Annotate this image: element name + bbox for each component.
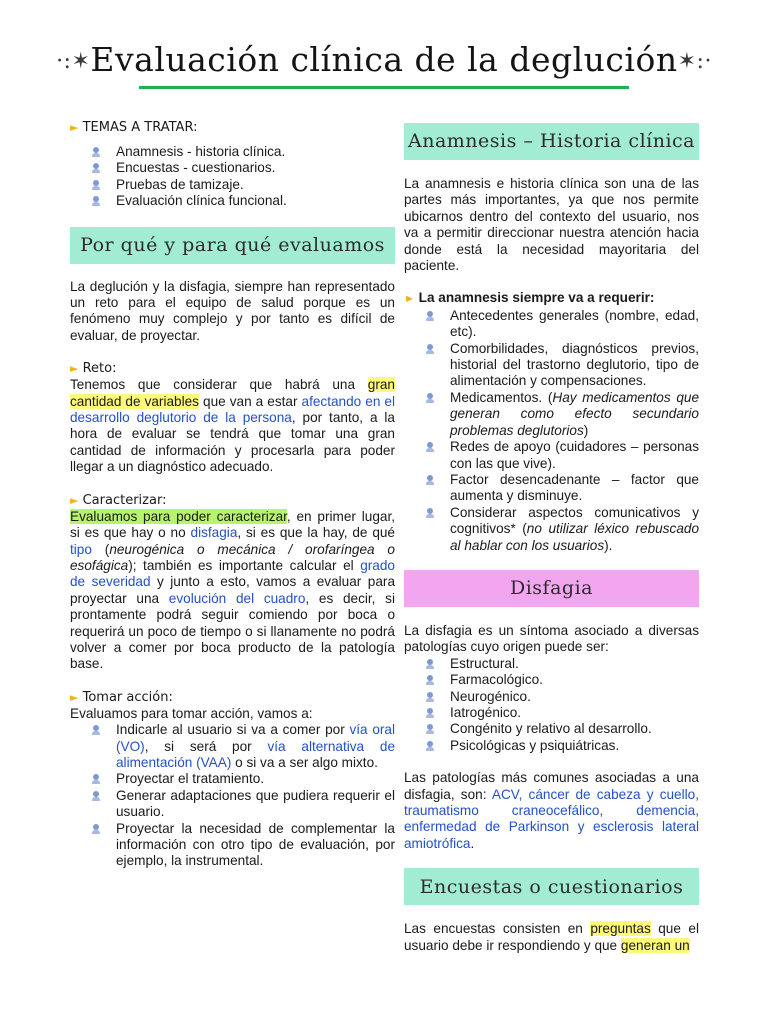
bullet-person-icon xyxy=(426,508,434,518)
anamnesis-paragraph: La anamnesis e historia clínica son una de las partes más importantes, ya que nos permite ubicarnos dentro del contexto del usuario, nos va a permitir direccionar nuestra atención hacia donde está la necesidad mayoritaria del paciente. xyxy=(404,176,699,274)
bullet-person-icon xyxy=(426,442,434,452)
bullet-person-icon xyxy=(426,393,434,403)
bullet-person-icon xyxy=(92,774,100,784)
list-item: Generar adaptaciones que pudiera requerir el usuario. xyxy=(70,788,395,821)
bullet-person-icon xyxy=(426,344,434,354)
arrow-right-icon: ► xyxy=(70,362,79,376)
patologias-paragraph: Las patologías más comunes asociadas a una disfagia, son: ACV, cáncer de cabeza y cuello, traumatismo craneocefálico, demencia, enfermedad de Parkinson y esclerosis lateral amiotrófica. xyxy=(404,770,699,851)
requerir-list xyxy=(404,308,699,554)
list-item: Comorbilidades, diagnósticos previos, historial del trastorno deglutorio, tipo de alimentación y compensaciones. xyxy=(404,341,699,390)
section-banner-encuestas: Encuestas o cuestionarios xyxy=(404,868,699,905)
reto-heading: ► Reto: xyxy=(70,361,117,377)
origenes-list xyxy=(404,656,699,754)
encuestas-paragraph: Las encuestas consisten en preguntas que el usuario debe ir respondiendo y que generan un xyxy=(404,921,699,953)
tomar-accion-list xyxy=(70,722,395,870)
temas-heading: ► TEMAS A TRATAR: xyxy=(70,120,198,135)
list-item: Redes de apoyo (cuidadores – personas con las que vive). xyxy=(404,439,699,472)
list-item: Pruebas de tamizaje. xyxy=(70,177,395,193)
disfagia-paragraph: La disfagia es un síntoma asociado a diversas patologías cuyo origen puede ser: xyxy=(404,622,699,655)
title-ornament-right: ✶:· xyxy=(677,49,712,74)
arrow-right-icon: ► xyxy=(70,121,79,134)
bullet-person-icon xyxy=(92,163,100,173)
list-item: Evaluación clínica funcional. xyxy=(70,193,395,209)
list-item: Proyectar la necesidad de complementar la información con otro tipo de evaluación, por ejemplo, la instrumental. xyxy=(70,821,395,870)
list-item: Congénito y relativo al desarrollo. xyxy=(404,721,699,737)
left-column xyxy=(70,120,395,870)
intro-paragraph: La deglución y la disfagia, siempre han representado un reto para el equipo de salud porque es un fenómeno muy complejo y por tanto es difícil de evaluar, de proyectar. xyxy=(70,278,395,343)
temas-list xyxy=(70,144,395,210)
list-item: Factor desencadenante – factor que aumenta y disminuye. xyxy=(404,472,699,505)
list-item: Estructural. xyxy=(404,656,699,672)
bullet-person-icon xyxy=(426,724,434,734)
tomar-accion-intro: Evaluamos para tomar acción, vamos a: xyxy=(70,705,313,721)
bullet-person-icon xyxy=(426,675,434,685)
bullet-person-icon xyxy=(92,824,100,834)
right-column xyxy=(404,120,699,954)
arrow-right-icon: ► xyxy=(70,690,79,704)
bullet-person-icon xyxy=(92,725,100,735)
reto-paragraph: Tenemos que considerar que habrá una gran cantidad de variables que van a estar afectando en el desarrollo deglutorio de la persona, por tanto, a la hora de evaluar se tendrá que tomar una gran cantidad de información y procesarla para poder llegar a un diagnóstico adecuado. xyxy=(70,377,395,475)
bullet-person-icon xyxy=(426,475,434,485)
list-item: Psicológicas y psiquiátricas. xyxy=(404,738,699,754)
bullet-person-icon xyxy=(426,692,434,702)
requerir-heading: ► La anamnesis siempre va a requerir: xyxy=(404,290,655,306)
page-title xyxy=(0,38,768,84)
bullet-person-icon xyxy=(426,659,434,669)
bullet-person-icon xyxy=(92,147,100,157)
title-text: Evaluación clínica de la deglución xyxy=(90,40,678,79)
list-item: Antecedentes generales (nombre, edad, etc). xyxy=(404,308,699,341)
list-item: Farmacológico. xyxy=(404,672,699,688)
title-ornament-left: ·:✶ xyxy=(56,49,91,74)
caracterizar-paragraph: Evaluamos para poder caracterizar, en primer lugar, si es que hay o no disfagia, si es que la hay, de qué tipo (neurogénica o mecánica / orofaríngea o esofágica); también es importante calcular el grado de severidad y junto a esto, vamos a evaluar para proyectar una evolución del cuadro, es decir, si prontamente podrá seguir comiendo por boca o requerirá un poco de tiempo o si llanamente no podrá volver a comer por boca producto de la patología base. xyxy=(70,508,395,672)
caracterizar-heading: ► Caracterizar: xyxy=(70,492,167,508)
bullet-person-icon xyxy=(92,180,100,190)
section-banner-anamnesis: Anamnesis – Historia clínica xyxy=(404,123,699,160)
list-item: Neurogénico. xyxy=(404,689,699,705)
list-item: Anamnesis - historia clínica. xyxy=(70,144,395,160)
title-underline xyxy=(139,86,629,89)
list-item: Medicamentos. (Hay medicamentos que generan como efecto secundario problemas deglutorios) xyxy=(404,390,699,439)
list-item: Indicarle al usuario si va a comer por vía oral (VO), si será por vía alternativa de alimentación (VAA) o si va a ser algo mixto. xyxy=(70,722,395,771)
list-item: Iatrogénico. xyxy=(404,705,699,721)
tomar-accion-heading: ► Tomar acción: xyxy=(70,689,173,705)
bullet-person-icon xyxy=(426,741,434,751)
bullet-person-icon xyxy=(426,311,434,321)
list-item: Proyectar el tratamiento. xyxy=(70,771,395,787)
section-banner-disfagia: Disfagia xyxy=(404,570,699,607)
arrow-right-icon: ► xyxy=(70,493,79,507)
section-banner-porque: Por qué y para qué evaluamos xyxy=(70,227,395,264)
list-item: Encuestas - cuestionarios. xyxy=(70,160,395,176)
arrow-right-icon: ► xyxy=(404,293,415,306)
list-item: Considerar aspectos comunicativos y cognitivos* (no utilizar léxico rebuscado al hablar con los usuarios). xyxy=(404,505,699,554)
bullet-person-icon xyxy=(92,791,100,801)
bullet-person-icon xyxy=(92,196,100,206)
bullet-person-icon xyxy=(426,708,434,718)
